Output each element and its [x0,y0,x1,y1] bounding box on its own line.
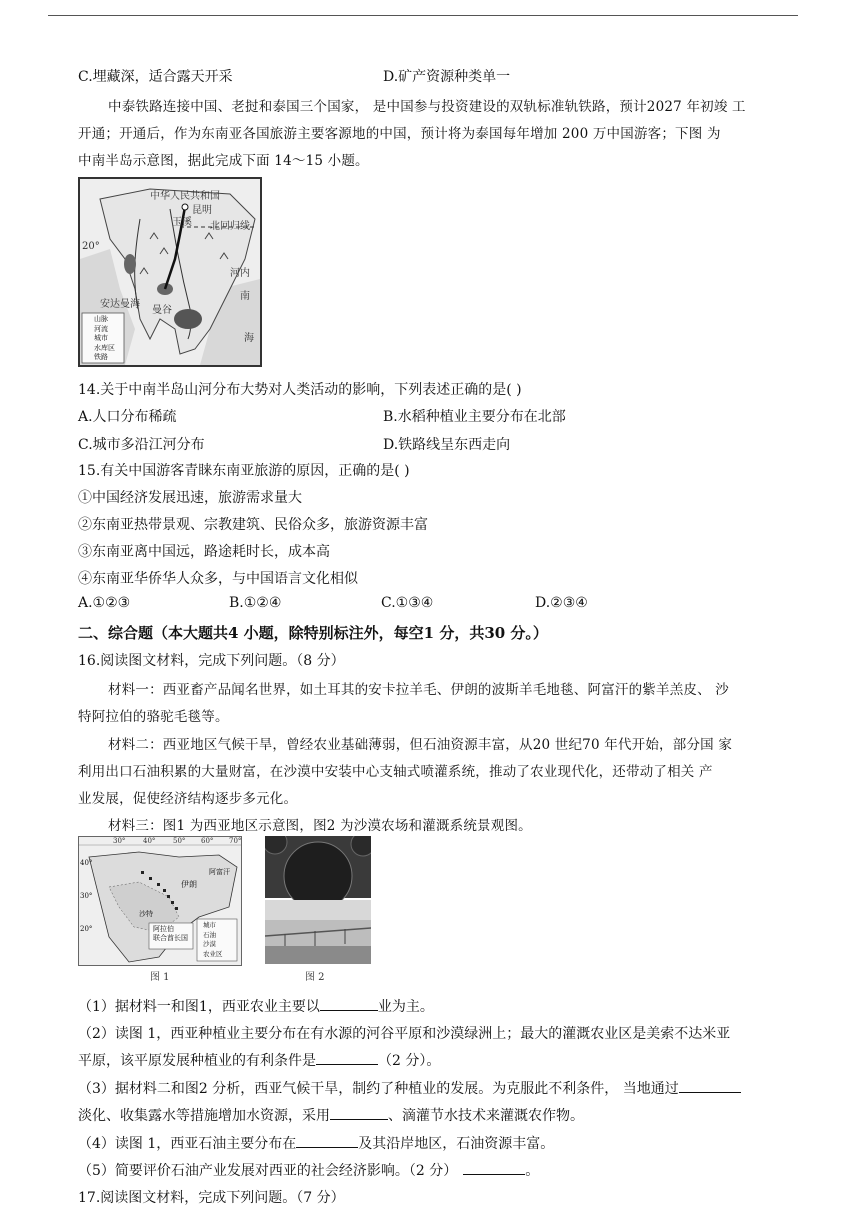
fig1-lon-50: 50° [173,837,186,845]
q16-material-3: 材料三：图1 为西亚地区示意图，图2 为沙漠农场和灌溉系统景观图。 [108,818,532,834]
fig1-caption: 图 1 [150,972,170,983]
q15-option-b: B.①②④ [229,595,282,611]
q16-material-2-line-1: 材料二：西亚地区气候干旱，曾经农业基础薄弱，但石油资源丰富，从20 世纪70 年代开始，部分国 家 [108,737,733,753]
q15-option-c: C.①③④ [381,595,434,611]
q16-part-3-blank-2[interactable] [330,1105,388,1120]
legend-mountain: 山脉 [94,315,108,323]
material-line-2: 开通；开通后，作为东南亚各国旅游主要客源地的中国，预计将为泰国每年增加 200 万中国游客；下图 为 [78,126,721,142]
map-label-yuxi: 玉溪 [172,217,192,228]
map-label-kunming: 昆明 [192,205,212,216]
fig1-label-iran: 伊朗 [181,880,197,889]
q16-part-3-text-c: 、滴灌节水技术来灌溉农作物。 [388,1108,584,1124]
material-line-1: 中泰铁路连接中国、老挝和泰国三个国家， 是中国参与投资建设的双轨标准轨铁路，预计2027 年初竣 工 [108,99,746,115]
q15-statement-4: ④东南亚华侨华人众多，与中国语言文化相似 [78,571,358,587]
option-d-prev: D.矿产资源种类单一 [383,69,511,85]
map-label-hanoi: 河内 [230,268,250,279]
q16-part-5-text-a: （5）简要评价石油产业发展对西亚的社会经济影响。（2 分） [78,1163,458,1179]
q15-stem: 15.有关中国游客青睐东南亚旅游的原因，正确的是( ) [78,463,410,479]
q16-part-2-line-1: （2）读图 1，西亚种植业主要分布在有水源的河谷平原和沙漠绿洲上；最大的灌溉农业区是美索不达米亚 [78,1026,731,1042]
map-label-20: 20° [82,241,100,252]
fig1-label-uae: 阿拉伯 联合酋长国 [153,925,188,942]
desert-farm-photo-svg [265,836,371,964]
fig1-lat-40: 40° [80,859,93,867]
header-rule [48,15,798,16]
q16-part-3-blank-1[interactable] [679,1078,741,1093]
fig1-legend [203,921,223,959]
legend-railway: 铁路 [94,353,108,361]
fig2-caption: 图 2 [305,972,325,983]
q16-material-2-line-3: 业发展，促使经济结构逐步多元化。 [78,791,298,807]
q14-option-d: D.铁路线呈东西走向 [383,437,511,453]
q16-material-1-line-1: 材料一：西亚畜产品闻名世界，如土耳其的安卡拉羊毛、伊朗的波斯羊毛地毯、阿富汗的紫羊羔皮、 沙 [108,682,729,698]
q14-stem: 14.关于中南半岛山河分布大势对人类活动的影响，下列表述正确的是( ) [78,382,522,398]
legend-city: 城市 [94,334,108,342]
map-label-sea: 海 [244,333,254,344]
q15-option-d: D.②③④ [535,595,588,611]
desert-farm-photo [265,836,371,964]
q16-part-4-blank[interactable] [296,1133,358,1148]
map-label-china: 中华人民共和国 [150,191,220,202]
map-label-andaman: 安达曼海 [100,299,140,310]
q16-part-2-blank[interactable] [316,1050,378,1065]
indochina-map [78,177,262,367]
q16-part-3-text-a: （3）据材料二和图2 分析，西亚气候干旱，制约了种植业的发展。为克服此不利条件， 当地通过 [78,1081,679,1097]
map-label-tropic: 北回归线 [210,221,250,232]
q16-part-1 [78,996,434,1016]
q16-part-2-text-c: （2 分）。 [378,1053,441,1069]
q16-part-1-blank[interactable] [320,996,378,1011]
fig1-legend-oil: 石油 [203,930,216,939]
fig1-legend-desert: 沙漠 [203,940,216,948]
q16-part-2-line-2 [78,1050,440,1070]
q14-option-b: B.水稻种植业主要分布在北部 [383,409,566,425]
fig1-lon-60: 60° [201,837,214,845]
q14-option-a: A.人口分布稀疏 [78,409,177,425]
fig1-label-afghanistan: 阿富汗 [209,868,230,876]
q16-material-1-line-2: 特阿拉伯的骆驼毛毯等。 [78,709,229,725]
fig1-lat-30: 30° [80,892,93,900]
fig1-legend-city: 城市 [203,921,216,929]
q15-option-a: A.①②③ [78,595,131,611]
material-line-3: 中南半岛示意图，据此完成下面 14～15 小题。 [78,153,369,169]
section-2-heading: 二、综合题（本大题共4 小题，除特别标注外，每空1 分，共30 分。） [78,624,548,642]
q16-part-1-text-b: 业为主。 [377,999,434,1015]
q15-statement-1: ①中国经济发展迅速，旅游需求量大 [78,490,302,506]
q17-stem: 17.阅读图文材料，完成下列问题。（7 分） [78,1190,345,1206]
q16-stem: 16.阅读图文材料，完成下列问题。（8 分） [78,653,345,669]
q15-statement-3: ③东南亚离中国远，路途耗时长，成本高 [78,544,330,560]
fig1-lon-40: 40° [143,837,156,845]
q16-part-5 [78,1160,539,1180]
q16-part-1-text-a: （1）据材料一和图1，西亚农业主要以 [78,999,320,1015]
west-asia-map [78,836,242,966]
option-c-prev: C.埋藏深，适合露天开采 [78,69,233,85]
q15-statement-2: ②东南亚热带景观、宗教建筑、民俗众多，旅游资源丰富 [78,517,428,533]
q16-part-3-line-1 [78,1078,741,1098]
map-legend [94,315,115,363]
q16-part-4 [78,1133,554,1153]
q16-part-5-text-b: 。 [525,1163,540,1179]
legend-river: 河流 [94,324,108,333]
q14-option-c: C.城市多沿江河分布 [78,437,205,453]
q16-part-4-text-b: 及其沿岸地区，石油资源丰富。 [358,1136,555,1152]
fig1-label-saudi: 沙特 [139,910,153,918]
q16-part-4-text-a: （4）读图 1，西亚石油主要分布在 [78,1136,297,1152]
q16-part-2-text-b: 平原，该平原发展种植业的有利条件是 [78,1053,316,1069]
map-label-south: 南 [240,291,250,302]
fig1-lat-20: 20° [80,925,93,933]
q16-part-3-text-b: 淡化、收集露水等措施增加水资源，采用 [78,1108,330,1124]
fig1-legend-agriculture: 农业区 [203,949,223,958]
legend-reservoir: 水库区 [94,343,115,352]
q16-part-5-blank[interactable] [463,1160,525,1175]
q16-part-3-line-2 [78,1105,584,1125]
map-label-bangkok: 曼谷 [152,305,172,316]
q16-material-2-line-2: 利用出口石油积累的大量财富，在沙漠中安装中心支轴式喷灌系统，推动了农业现代化，还带动了相关 产 [78,764,713,780]
fig1-lon-30: 30° [113,837,126,845]
fig1-lon-70: 70° [229,837,242,845]
